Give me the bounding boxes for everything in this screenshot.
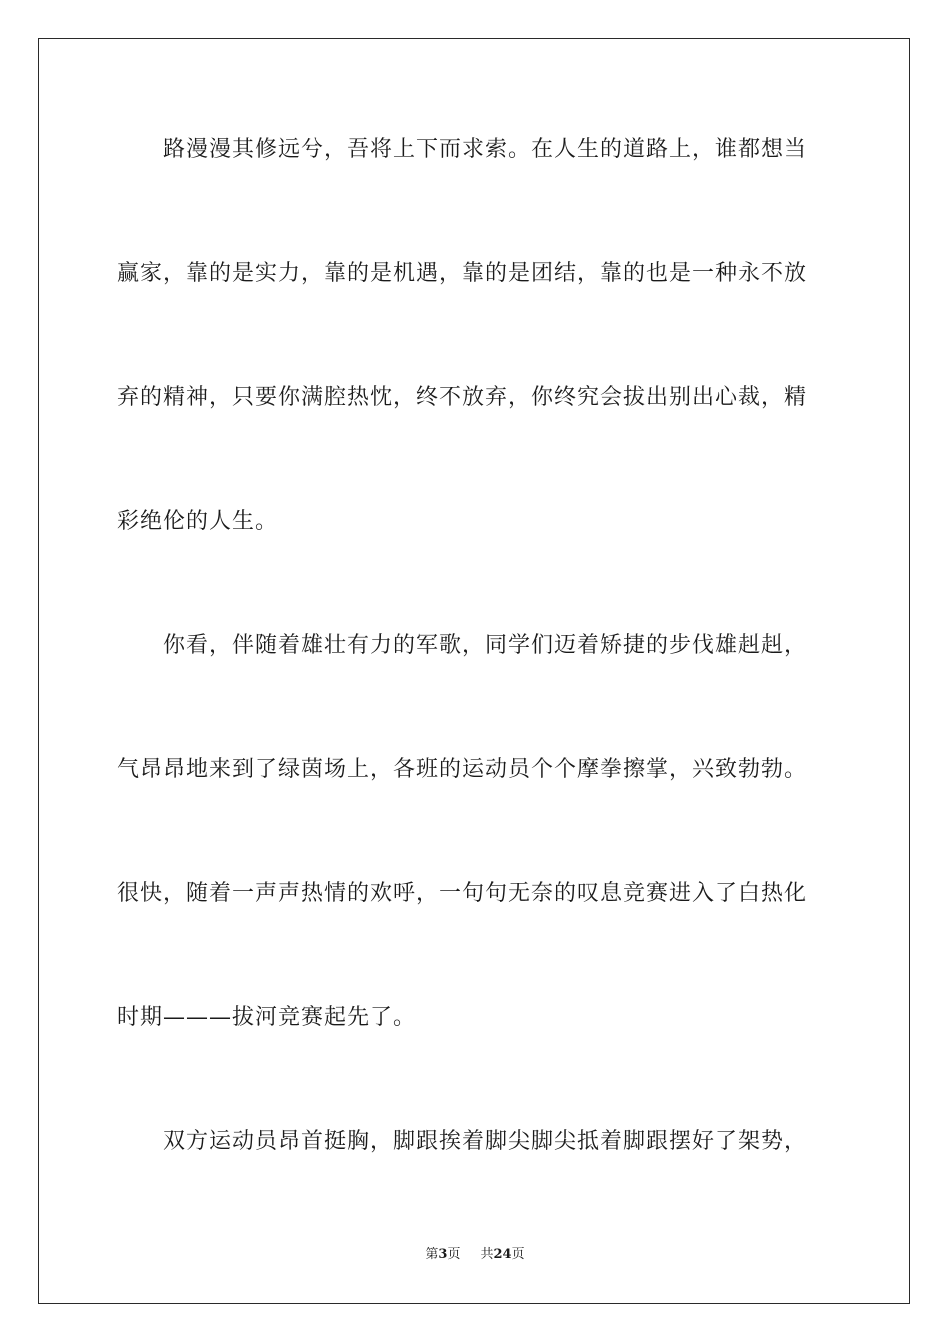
- text-line: 时期———拔河竞赛起先了。: [117, 1005, 417, 1030]
- page-number: 3: [438, 1247, 448, 1262]
- page-prefix: 第: [425, 1247, 439, 1262]
- text-line: 赢家，靠的是实力，靠的是机遇，靠的是团结，靠的也是一种永不放: [117, 261, 808, 286]
- total-suffix: 页: [511, 1247, 525, 1262]
- page-footer: [0, 1246, 950, 1264]
- total-pages: 24: [493, 1247, 512, 1262]
- text-line: 气昂昂地来到了绿茵场上，各班的运动员个个摩拳擦掌，兴致勃勃。: [117, 757, 808, 782]
- total-prefix: 共: [480, 1247, 494, 1262]
- text-line: 弃的精神，只要你满腔热忱，终不放弃，你终究会拔出别出心裁，精: [117, 385, 808, 410]
- text-line: 彩绝伦的人生。: [117, 509, 279, 534]
- text-line: 路漫漫其修远兮，吾将上下而求索。在人生的道路上，谁都想当: [117, 137, 808, 162]
- text-line: 你看，伴随着雄壮有力的军歌，同学们迈着矫捷的步伐雄赳赳，: [117, 633, 808, 658]
- page-suffix: 页: [447, 1247, 461, 1262]
- text-line: 双方运动员昂首挺胸，脚跟挨着脚尖脚尖抵着脚跟摆好了架势，: [117, 1129, 808, 1154]
- page-border: [38, 38, 910, 1304]
- text-line: 很快，随着一声声热情的欢呼，一句句无奈的叹息竞赛进入了白热化: [117, 881, 808, 906]
